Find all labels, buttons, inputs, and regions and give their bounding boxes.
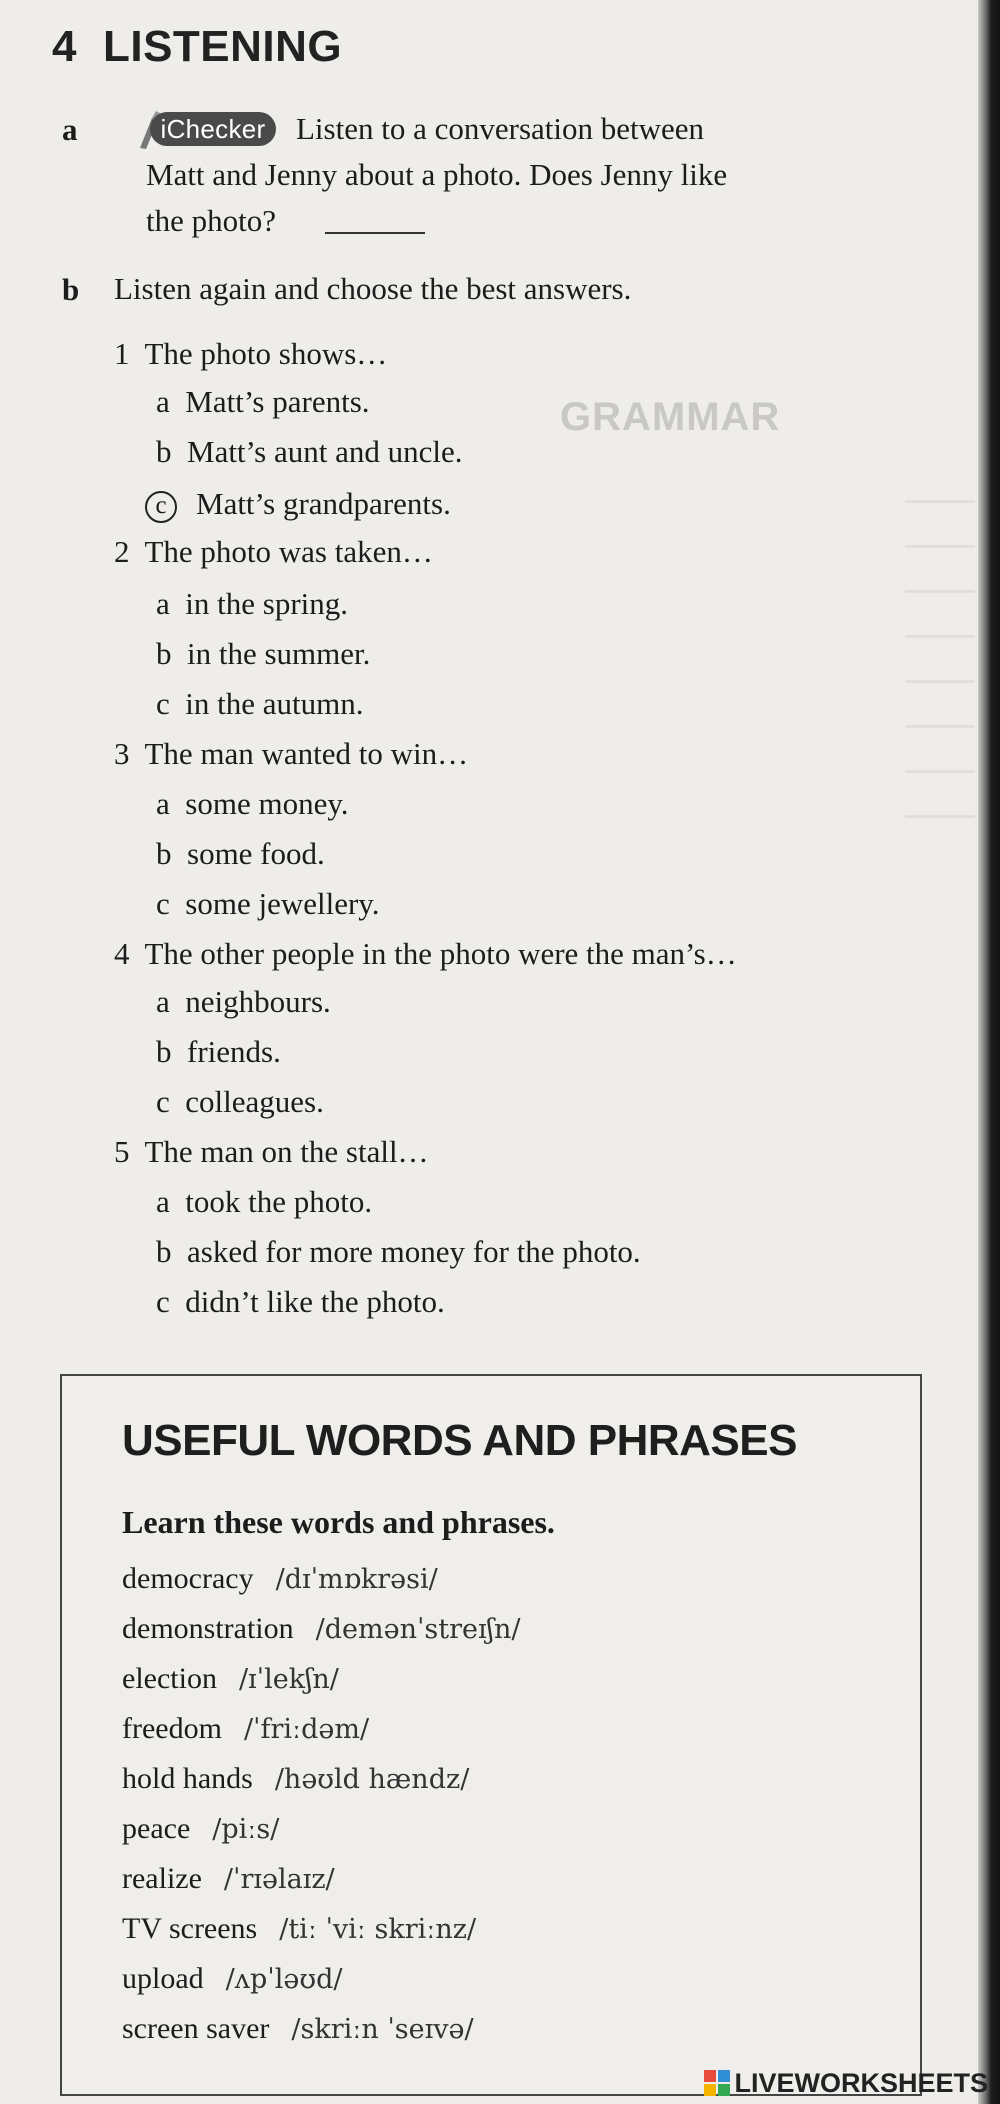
vocab-word: peace [122, 1812, 191, 1845]
vocab-ipa: /ʌpˈləʊd/ [225, 1964, 343, 1995]
ichecker-badge[interactable] [138, 110, 278, 148]
vocab-word: democracy [122, 1562, 254, 1595]
vocab-item [122, 1762, 469, 1796]
vocab-ipa: /demənˈstreɪʃn/ [315, 1614, 521, 1645]
answer-blank[interactable] [325, 232, 425, 234]
option-letter: c [156, 686, 170, 721]
q1-option-c-circled[interactable]: c [145, 491, 177, 523]
question-number: 1 [114, 336, 130, 371]
vocab-word: hold hands [122, 1762, 253, 1795]
vocab-ipa: /dɪˈmɒkrəsi/ [275, 1564, 438, 1595]
part-b-instruction: Listen again and choose the best answers. [114, 271, 632, 306]
vocab-word: demonstration [122, 1612, 294, 1645]
vocab-item [122, 1812, 279, 1846]
q3-option-b[interactable] [156, 832, 325, 876]
option-text: colleagues. [185, 1084, 324, 1119]
question-stem: The photo was taken… [144, 534, 433, 569]
logo-square [718, 2070, 730, 2082]
q5-option-c[interactable] [156, 1280, 445, 1324]
option-text: some food. [187, 836, 325, 871]
option-text: took the photo. [185, 1184, 373, 1219]
option-letter: a [156, 586, 170, 621]
option-text: Matt’s aunt and uncle. [187, 434, 463, 469]
option-text: friends. [187, 1034, 281, 1069]
question-stem: The other people in the photo were the man’s… [144, 936, 737, 971]
question-stem: The photo shows… [144, 336, 388, 371]
vocab-word: freedom [122, 1712, 222, 1745]
option-text: in the summer. [187, 636, 371, 671]
option-letter: b [156, 836, 172, 871]
question-number: 3 [114, 736, 130, 771]
option-text: some jewellery. [185, 886, 380, 921]
logo-square [704, 2084, 716, 2096]
section-number: 4 [52, 22, 77, 71]
vocab-item [122, 1612, 520, 1646]
q3-option-c[interactable] [156, 882, 380, 926]
vocab-word: screen saver [122, 2012, 270, 2045]
vocab-ipa: /skriːn ˈseɪvə/ [291, 2014, 474, 2045]
question-number: 4 [114, 936, 130, 971]
q5-option-a[interactable] [156, 1180, 372, 1224]
option-letter: a [156, 786, 170, 821]
logo-square [718, 2084, 730, 2096]
question-number: 2 [114, 534, 130, 569]
vocab-ipa: /tiː ˈviː skriːnz/ [279, 1914, 477, 1945]
part-b-letter: b [62, 272, 80, 307]
book-spine-shadow [978, 0, 1000, 2104]
logo-square [704, 2070, 716, 2082]
question-stem: The man on the stall… [144, 1134, 429, 1169]
q4-option-b[interactable] [156, 1030, 281, 1074]
option-letter: b [156, 1034, 172, 1069]
question-1 [114, 332, 387, 376]
q3-option-a[interactable] [156, 782, 349, 826]
option-letter: a [156, 1184, 170, 1219]
section-title: LISTENING [102, 22, 343, 71]
vocab-item [122, 1662, 339, 1696]
vocab-word: realize [122, 1862, 202, 1895]
vocab-ipa: /həʊld hændz/ [274, 1764, 470, 1795]
option-text: in the spring. [185, 586, 349, 621]
question-number: 5 [114, 1134, 130, 1169]
ichecker-label: iChecker [150, 112, 276, 146]
option-text: in the autumn. [185, 686, 364, 721]
option-text: Matt’s parents. [185, 384, 370, 419]
part-a-line-1: Listen to a conversation between [296, 111, 705, 146]
vocab-item [122, 1562, 438, 1596]
option-letter: b [156, 636, 172, 671]
vocab-word: TV screens [122, 1912, 258, 1945]
useful-words-title: USEFUL WORDS AND PHRASES [122, 1416, 797, 1465]
vocab-item [122, 1962, 342, 1996]
vocab-ipa: /ɪˈlekʃn/ [238, 1664, 339, 1695]
vocab-item [122, 1712, 369, 1746]
part-a-letter: a [62, 112, 78, 147]
section-heading [52, 22, 342, 72]
vocab-item [122, 1912, 476, 1946]
option-letter: a [156, 984, 170, 1019]
useful-words-box [60, 1374, 922, 2096]
q4-option-a[interactable] [156, 980, 331, 1024]
option-letter: a [156, 384, 170, 419]
q1-option-a[interactable] [156, 380, 370, 424]
option-text: asked for more money for the photo. [187, 1234, 641, 1269]
q5-option-b[interactable] [156, 1230, 641, 1274]
vocab-ipa: /ˈrɪəlaɪz/ [223, 1864, 335, 1895]
vocab-word: election [122, 1662, 217, 1695]
part-a-line-3: the photo? [146, 203, 276, 238]
brand-name: LIVEWORKSHEETS [734, 2067, 988, 2098]
option-letter: c [156, 1284, 170, 1319]
useful-words-subtitle: Learn these words and phrases. [122, 1504, 555, 1540]
option-letter: b [156, 434, 172, 469]
option-letter: b [156, 1234, 172, 1269]
question-5 [114, 1130, 429, 1174]
question-2 [114, 530, 433, 574]
vocab-ipa: /piːs/ [212, 1814, 280, 1845]
q1-option-b[interactable] [156, 430, 463, 474]
q4-option-c[interactable] [156, 1080, 324, 1124]
question-stem: The man wanted to win… [144, 736, 469, 771]
option-letter: c [156, 886, 170, 921]
q2-option-c[interactable] [156, 682, 364, 726]
option-text: some money. [185, 786, 349, 821]
liveworksheets-brand[interactable] [704, 2068, 988, 2098]
part-a-line-2: Matt and Jenny about a photo. Does Jenny like [146, 157, 728, 192]
vocab-ipa: /ˈfriːdəm/ [243, 1714, 370, 1745]
question-4 [114, 932, 737, 976]
q2-option-b[interactable] [156, 632, 370, 676]
option-letter: c [156, 1084, 170, 1119]
vocab-word: upload [122, 1962, 204, 1995]
vocab-item [122, 1862, 335, 1896]
q1-option-c[interactable]: Matt’s grandparents. [196, 486, 451, 521]
liveworksheets-logo-icon [704, 2070, 730, 2096]
q2-option-a[interactable] [156, 582, 348, 626]
option-text: didn’t like the photo. [185, 1284, 445, 1319]
vocab-item [122, 2012, 474, 2046]
question-3 [114, 732, 468, 776]
option-text: neighbours. [185, 984, 331, 1019]
ghost-grammar-heading: GRAMMAR [560, 395, 781, 439]
